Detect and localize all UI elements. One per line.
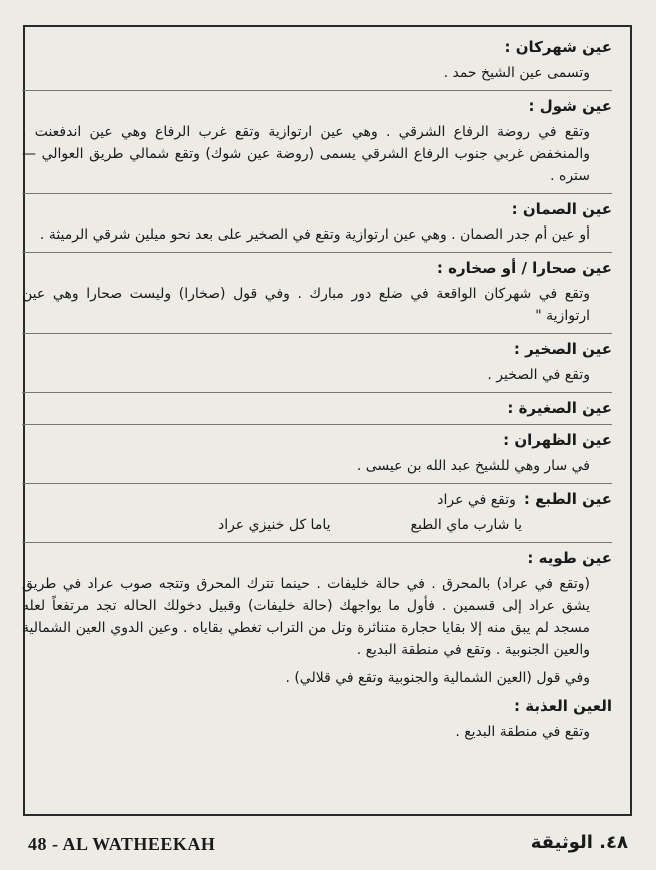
paragraph-shawl: وتقع في روضة الرفاع الشرقي . وهي عين ارتوازية وتقع غرب الرفاع وهي عين اندفعنت . والمنخفض غربي جنوب الرفاع الشرقي يسمى (روضة عين شوك) وتقع شمالي طريق العوالي — ستره . xyxy=(22,124,590,184)
paragraph-tawiya: (وتقع في عراد) بالمحرق . في حالة خليفات . حينما تترك المحرق وتتجه صوب عراد في طريق يشق عراد إلى قسمين . فأول ما يواجهك (حالة خليفات) وقبيل دخولك الحاله تجد مرتفعاً لعله مسجد لم يبق منه إلا بقايا حجارة متناثرة وتل من التراب تغطي بقاياه . وعين الدوي العين الشمالية والعين الجنوبية . وتقع في منطقة البديع . xyxy=(22,576,590,658)
heading-shahrakan: عين شهركان : xyxy=(504,38,612,56)
verse-line-2: ياما كل خنيزي عراد xyxy=(217,517,331,533)
heading-sahara: عين صحارا / أو صخاره : xyxy=(436,259,612,277)
paragraph-dhahran: في سار وهي للشيخ عبد الله بن عيسى . xyxy=(356,458,590,474)
heading-row-tabe xyxy=(22,488,612,510)
heading-sakhir: عين الصخير : xyxy=(513,340,612,358)
paragraph-sahara: وتقع في شهركان الواقعة في ضلع دور مبارك . وفي قول (صخارا) وليست صحارا وهي عين ارتوازية " xyxy=(22,286,590,324)
paragraph-sakhir: وتقع في الصخير . xyxy=(487,367,590,383)
divider xyxy=(22,193,612,194)
paragraph-tawiya-2: وفي قول (العين الشمالية والجنوبية وتقع في قلالي) . xyxy=(285,670,590,686)
heading-dhahran: عين الظهران : xyxy=(503,431,612,449)
divider xyxy=(22,542,612,543)
verse-line-1: يا شارب ماي الطبع xyxy=(410,517,522,533)
divider xyxy=(22,483,612,484)
divider xyxy=(22,333,612,334)
heading-tawiya: عين طويه : xyxy=(527,549,612,567)
page-footer xyxy=(0,828,656,860)
divider xyxy=(22,252,612,253)
heading-tabe: عين الطبع : xyxy=(523,490,612,508)
document-body xyxy=(22,36,612,816)
inline-text-tabe: وتقع في عراد xyxy=(437,492,516,508)
heading-shawl: عين شول : xyxy=(528,97,612,115)
heading-adhba: العين العذبة : xyxy=(514,697,612,715)
footer-page-label-arabic: ٤٨. الوثيقة xyxy=(530,832,628,853)
divider xyxy=(22,90,612,91)
heading-sumaan: عين الصمان : xyxy=(511,200,612,218)
paragraph-sumaan: أو عين أم جدر الصمان . وهي عين ارتوازية وتقع في الصخير على بعد نحو ميلين شرقي الرميثة . xyxy=(39,227,590,243)
divider xyxy=(22,392,612,393)
verse-tabe xyxy=(22,514,522,536)
paragraph-shahrakan: وتسمى عين الشيخ حمد . xyxy=(443,65,590,81)
heading-sughaira: عين الصغيرة : xyxy=(507,399,612,417)
footer-page-label-latin: 48 - AL WATHEEKAH xyxy=(28,834,216,854)
paragraph-adhba: وتقع في منطقة البديع . xyxy=(455,724,590,740)
divider xyxy=(22,424,612,425)
